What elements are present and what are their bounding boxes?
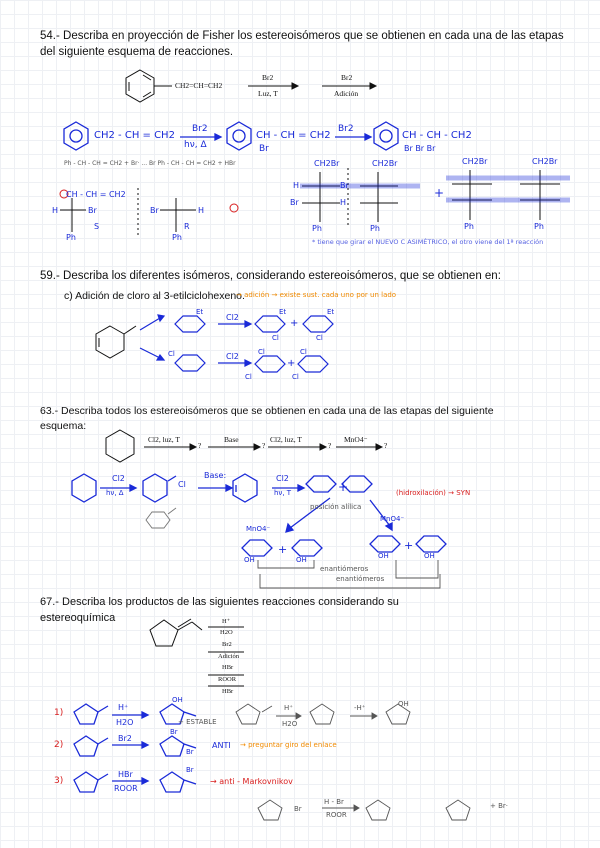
fisher1-top: CH2Br <box>314 159 340 168</box>
q67-hw-n2: 2) <box>54 740 64 750</box>
question-67 <box>40 594 580 626</box>
q54-rotation-mark <box>230 204 238 212</box>
q59-hw-note: → adición → existe sust. cada uno por un lado <box>236 291 397 299</box>
q59-cl-6: Cl <box>245 373 252 381</box>
q63-hw-hv: hν, Δ <box>106 489 124 497</box>
q63-hw-enant-2: enantiómeros <box>336 575 385 583</box>
q63-hw-cl-1: Cl <box>178 480 186 489</box>
q59-ethylcyclohexene <box>96 326 136 358</box>
q67-hw-mech-h: H⁺ <box>284 704 293 712</box>
q63-sketch <box>146 508 176 528</box>
q67-hw-br-mech: Br <box>294 805 302 813</box>
q67-hw-anti: ANTI <box>212 741 231 750</box>
q67-hw-br-1: Br <box>170 728 178 736</box>
q67-hw-roor: ROOR <box>114 784 138 793</box>
fisher4-top: CH2Br <box>532 157 558 166</box>
q67-reagent-1: H⁺ <box>222 618 231 625</box>
q59-et-1: Et <box>196 308 204 316</box>
q54-step2-reagent: Br2 <box>341 73 353 82</box>
q54-hw-prod1: CH - CH = CH2 <box>256 130 331 141</box>
q63-hw-enant-1: enantiómeros <box>320 565 369 573</box>
q63-hw-plus-1: + <box>338 480 349 494</box>
q54-hw-prod2-br: Br Br Br <box>404 144 436 153</box>
fisher1-h2: H <box>340 198 347 207</box>
q59-title: 59.- Describa los diferentes isómeros, considerando estereoisómeros, que se obtienen en: <box>40 270 501 282</box>
q54-hw-r2: Br2 <box>338 124 354 134</box>
q63-hw-hvt: hν, T <box>274 489 292 497</box>
q67-line2: estereoquímica <box>40 612 116 624</box>
q59-cl-3: Cl <box>316 334 323 342</box>
question-59 <box>40 268 580 284</box>
q54-hw-fisher-left-top: CH - CH = CH2 <box>66 190 126 199</box>
fisher1-h: H <box>293 181 300 190</box>
q67-hw-minus-h: -H⁺ <box>354 704 366 712</box>
q67-reagent-6: ROOR <box>218 676 237 683</box>
q59-et-2: Et <box>279 308 287 316</box>
q63-hw-plus-3: + <box>404 539 414 552</box>
q67-reagent-5: HBr <box>222 664 234 671</box>
q63-reagent-1: Cl2, luz, T <box>148 435 180 444</box>
q67-hw-br-2: Br <box>186 748 194 756</box>
q63-hw-mno4-1: MnO4⁻ <box>246 525 271 533</box>
q67-reagent-2: H2O <box>220 629 233 636</box>
q63-hw-cl2: Cl2 <box>112 474 125 483</box>
q59-cl-7: Cl <box>292 373 299 381</box>
q59-cl2-top: Cl2 <box>226 313 239 322</box>
question-63 <box>40 404 580 434</box>
q54-step2-cond: Adición <box>334 89 359 98</box>
q59-plus-2: + <box>287 358 296 369</box>
q67-hw-hbr-mech: H - Br <box>324 798 344 806</box>
q59-et-3: Et <box>327 308 335 316</box>
q67-hw-stable: + ESTABLE <box>178 718 217 726</box>
q54-hw-s: S <box>94 222 100 231</box>
fisher4-bottom: Ph <box>534 222 544 231</box>
q63-q-2: ? <box>262 441 266 450</box>
fisher1-br: Br <box>340 181 349 190</box>
q67-hw-antimark: → anti - Markovnikov <box>210 777 293 786</box>
q63-hw-hydroxyl: (hidroxilación) → SYN <box>396 489 471 497</box>
q59-item-c: c) Adición de cloro al 3-etilciclohexeno. <box>64 290 245 302</box>
q67-mechanism-sketches <box>236 704 470 820</box>
q54-hw-fisher-right-ph: Ph <box>172 233 182 242</box>
q59-cl2-bottom: Cl2 <box>226 352 239 361</box>
fisher-plus: + <box>434 186 445 200</box>
q54-hw-prod2: CH - CH - CH2 <box>402 130 472 141</box>
q63-hw-oh-2: OH <box>296 556 307 564</box>
q54-hw-fisher-left-h: H <box>52 206 59 215</box>
q54-step1-cond: Luz, T <box>258 89 278 98</box>
q54-hw-r1cond: hν, Δ <box>184 140 207 150</box>
fisher3-top: CH2Br <box>462 157 488 166</box>
q54-hw-prod1-br: Br <box>259 144 269 154</box>
q59-cl-4: Cl <box>258 348 265 356</box>
fisher2-bottom: Ph <box>370 224 380 233</box>
q54-hw-r: R <box>184 222 190 231</box>
q67-hw-roor-mech: ROOR <box>326 811 347 819</box>
q54-substrate: CH2=CH=CH2 <box>175 81 223 90</box>
q54-line2: del siguiente esquema de reacciones. <box>40 46 234 58</box>
q59-cl-2: Cl <box>272 334 279 342</box>
q67-hw-oh-1: OH <box>172 696 183 704</box>
q54-hw-fisher-left-ph: Ph <box>66 233 76 242</box>
q54-hw-chain: CH2 - CH = CH2 <box>94 130 175 141</box>
q63-hw-plus-2: + <box>278 543 288 556</box>
fisher3-bottom: Ph <box>464 222 474 231</box>
q54-hw-fisher-right-br: Br <box>150 206 159 215</box>
q67-hw-n1: 1) <box>54 708 64 718</box>
q67-hw-plus-br: + Br· <box>490 802 508 810</box>
q54-hw-fisher-right-h: H <box>198 206 205 215</box>
q63-line1: 63.- Describa todos los estereoisómeros que se obtienen en cada una de las etapas del siguiente <box>40 405 494 417</box>
q63-hw-allyl: posición alílica <box>310 503 362 511</box>
q67-hw-br-3: Br <box>186 766 194 774</box>
q67-reagent-4: Adición <box>218 653 239 660</box>
q67-reagent-3: Br2 <box>222 641 232 648</box>
q63-hw-oh-4: OH <box>424 552 435 560</box>
q63-hw-oh-1: OH <box>244 556 255 564</box>
fisher1-br2: Br <box>290 198 299 207</box>
q63-hw-cl2b: Cl2 <box>276 474 289 483</box>
q67-reagent-7: HBr <box>222 688 234 695</box>
q59-cl-5: Cl <box>300 348 307 356</box>
q63-reagent-3: Cl2, luz, T <box>270 435 302 444</box>
q59-cl-1: Cl <box>168 350 175 358</box>
q63-reagent-4: MnO4⁻ <box>344 435 368 444</box>
q63-q-4: ? <box>384 441 388 450</box>
q63-q-3: ? <box>328 441 332 450</box>
q59-plus-1: + <box>290 318 299 329</box>
q54-hw-mech: Ph - CH - CH = CH2 + Br· ... Br Ph - CH - CH = CH2 + HBr <box>64 160 236 167</box>
fisher1-bottom: Ph <box>312 224 322 233</box>
q54-hw-r1: Br2 <box>192 124 208 134</box>
q54-step1-reagent: Br2 <box>262 73 274 82</box>
q54-line1: 54.- Describa en proyección de Fisher los estereoisómeros que se obtienen en cada una de las etapas <box>40 30 564 42</box>
q63-hw-mno4-2: MnO4⁻ <box>380 515 405 523</box>
q67-line1: 67.- Describa los productos de las siguientes reacciones considerando su <box>40 596 399 608</box>
q63-cyclohexane <box>106 430 134 462</box>
q59-hw <box>140 315 333 372</box>
q63-hw-oh-3: OH <box>378 552 389 560</box>
q54-benzene <box>126 70 172 102</box>
q67-hw-n3: 3) <box>54 776 64 786</box>
fisher2-top: CH2Br <box>372 159 398 168</box>
q67-hw-hbr: HBr <box>118 770 133 779</box>
q67-hw-h: H⁺ <box>118 703 129 712</box>
q67-hw-br2: Br2 <box>118 734 132 743</box>
q67-hw-ask: → preguntar giro del enlace <box>240 741 337 749</box>
q67-hw-oh-mech: OH <box>398 700 409 708</box>
q63-hw-base: Base: <box>204 471 227 480</box>
q67-hw-h2o: H2O <box>116 718 134 727</box>
q54-hw-note: * tiene que girar el NUEVO C ASIMÉTRICO, el otro viene del 1ª reacción <box>312 238 544 246</box>
q54-hw-fisher-left-br: Br <box>88 206 97 215</box>
q67-hw-mech-h2o: H2O <box>282 720 298 728</box>
q63-reagent-2: Base <box>224 435 239 444</box>
q63-line2: esquema: <box>40 420 87 432</box>
q63-q-1: ? <box>198 441 202 450</box>
